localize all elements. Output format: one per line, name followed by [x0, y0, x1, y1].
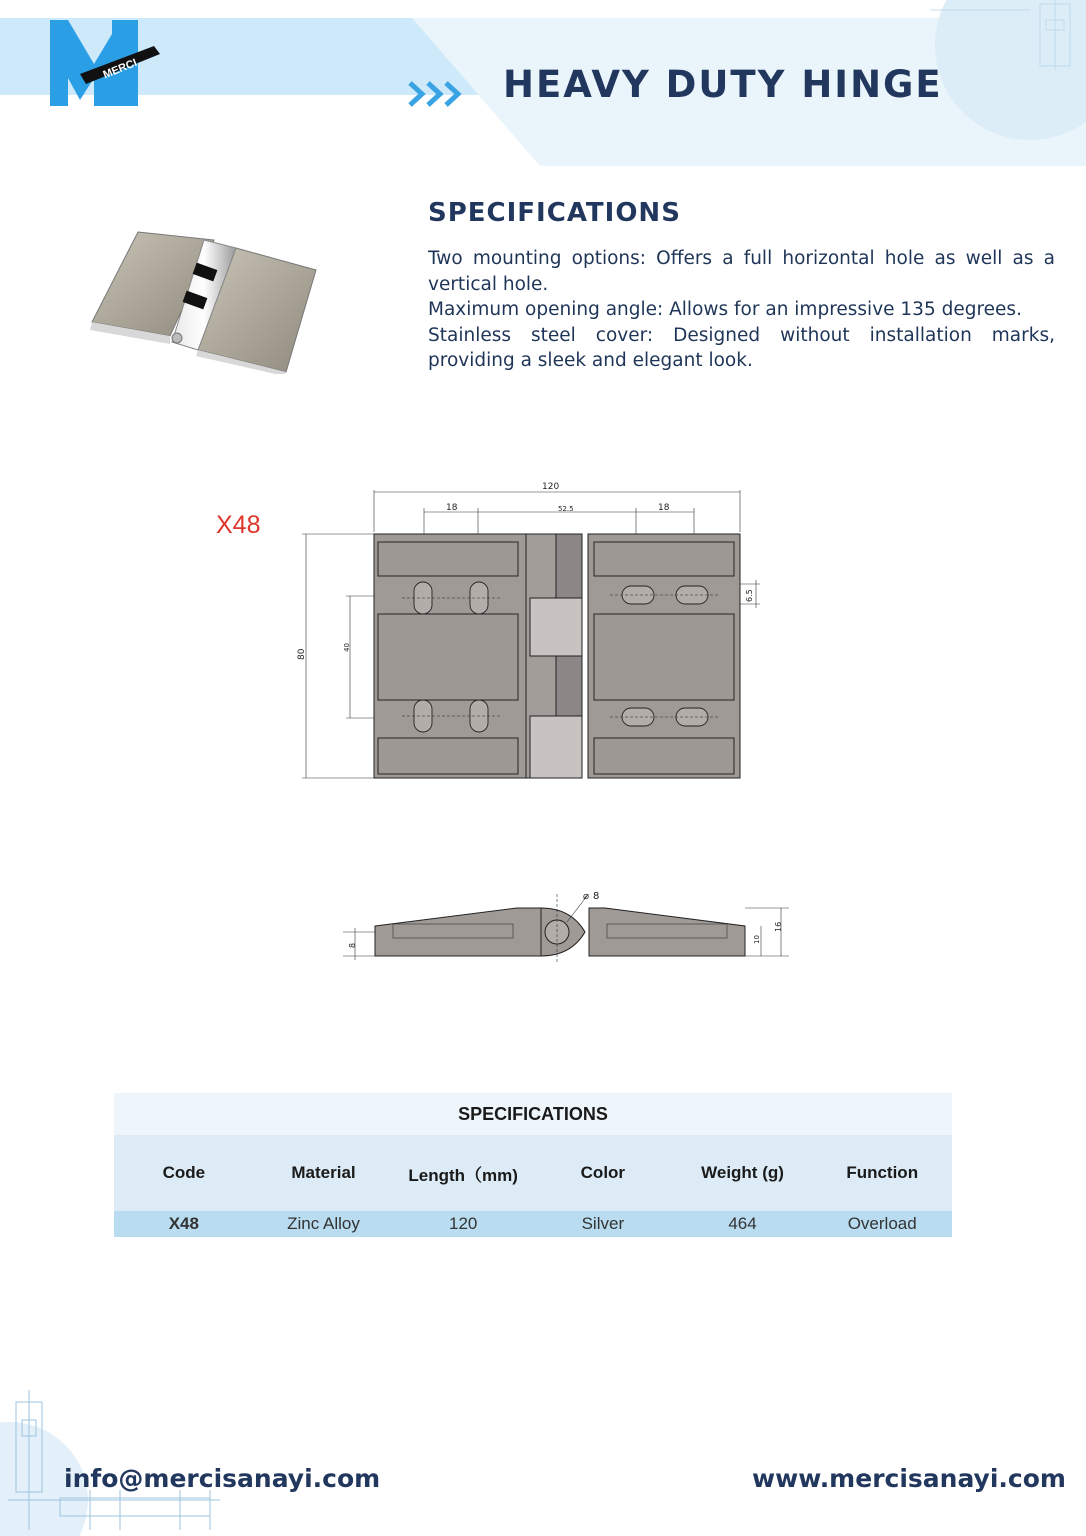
cell-material: Zinc Alloy — [287, 1214, 360, 1233]
side-dim-pin-symbol: ⌀ — [583, 891, 590, 902]
header-color: Color — [580, 1163, 626, 1182]
dim-spacing-right: 18 — [658, 503, 670, 513]
table-title: SPECIFICATIONS — [114, 1093, 952, 1135]
header-function: Function — [846, 1163, 919, 1182]
header-material: Material — [291, 1163, 356, 1182]
table-row — [114, 1211, 952, 1237]
footer-decoration — [0, 1380, 230, 1536]
dim-center: 52.5 — [558, 505, 574, 513]
cell-function: Overload — [847, 1214, 917, 1233]
spec-line-cover: Stainless steel cover: Designed without installation marks, providing a sleek and elegant look. — [428, 324, 1055, 371]
cell-code: X48 — [168, 1214, 199, 1233]
table-header-row — [114, 1135, 952, 1211]
dim-slot-height: 6.5 — [745, 589, 754, 602]
dim-overall: 120 — [542, 482, 560, 492]
hinge-side-drawing — [335, 880, 795, 970]
cell-color: Silver — [581, 1214, 625, 1233]
side-dim-leaf: 10 — [753, 935, 761, 944]
hinge-product-photo — [86, 226, 320, 374]
dim-height: 80 — [297, 648, 307, 660]
cell-length: 120 — [448, 1214, 478, 1233]
page-title: HEAVY DUTY HINGE — [503, 63, 943, 106]
spec-line-mounting: Two mounting options: Offers a full horizontal hole as well as a vertical hole. — [428, 248, 1055, 295]
merci-logo — [50, 20, 162, 106]
footer-email[interactable]: info@mercisanayi.com — [64, 1464, 381, 1493]
dim-spacing-left: 18 — [446, 503, 458, 513]
spec-line-angle: Maximum opening angle: Allows for an impressive 135 degrees. — [428, 299, 1022, 320]
footer-website[interactable]: www.mercisanayi.com — [752, 1464, 1066, 1493]
side-dim-base: 8 — [348, 942, 357, 948]
chevron-arrows-icon — [408, 80, 468, 108]
specifications-text — [428, 246, 1055, 374]
header-code: Code — [162, 1163, 206, 1182]
logo-text: MERCI — [101, 56, 139, 82]
specifications-heading: SPECIFICATIONS — [428, 198, 681, 228]
header-weight: Weight (g) — [701, 1163, 784, 1182]
hinge-front-drawing — [290, 470, 770, 790]
cell-weight: 464 — [728, 1214, 757, 1233]
side-dim-height: 16 — [774, 921, 783, 932]
side-dim-pin: 8 — [593, 891, 600, 902]
specifications-table — [114, 1093, 952, 1237]
product-code-label: X48 — [216, 511, 261, 539]
header-length: Length（mm) — [408, 1165, 518, 1185]
dim-inner: 40 — [343, 643, 351, 652]
